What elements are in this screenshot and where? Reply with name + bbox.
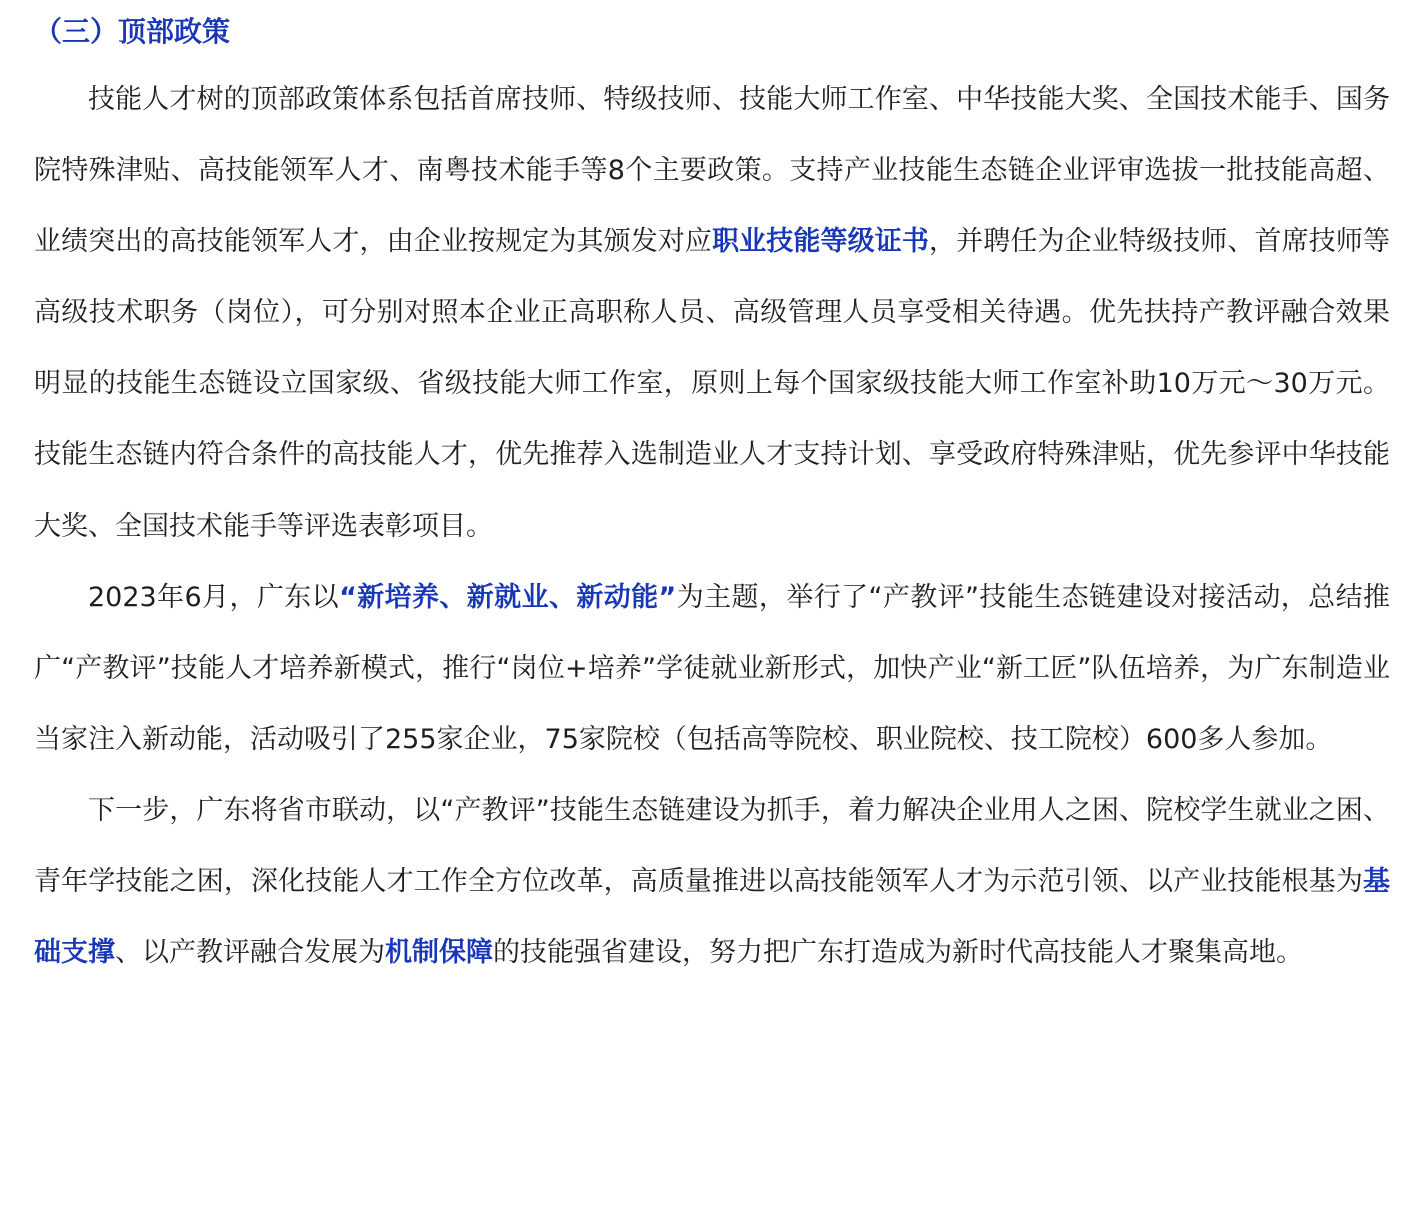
text-segment: 的技能强省建设，努力把广东打造成为新时代高技能人才聚集高地。 [493, 937, 1303, 969]
text-segment: ，并聘任为企业特级技师、首席技师等高级技术职务（岗位），可分别对照本企业正高职称人员、高级管理人员享受相关待遇。优先扶持产教评融合效果明显的技能生态链设立国家级、省级技能大师工作室，原则上每个国家级技能大师工作室补助10万元～30万元。技能生态链内符合条件的高技能人才，优先推荐入选制造业人才支持计划、享受政府特殊津贴，优先参评中华技能大奖、全国技术能手等评选表彰项目。 [34, 226, 1391, 542]
text-segment: 、以产教评融合发展为 [115, 937, 385, 969]
emphasis-basic-support: 基础支撑 [34, 866, 1390, 969]
paragraph-next-steps [34, 775, 1390, 988]
text-segment: 技能人才树的顶部政策体系包括首席技师、特级技师、技能大师工作室、中华技能大奖、全国技术能手、国务院特殊津贴、高技能领军人才、南粤技术能手等8个主要政策。支持产业技能生态链企业评审选拔一批技能高超、业绩突出的高技能领军人才，由企业按规定为其颁发对应 [34, 84, 1390, 258]
paragraph-2023-event [34, 562, 1390, 775]
emphasis-skill-certificate: 职业技能等级证书 [712, 226, 930, 258]
text-segment: 为主题，举行了“产教评”技能生态链建设对接活动，总结推广“产教评”技能人才培养新模式，推行“岗位+培养”学徒就业新形式，加快产业“新工匠”队伍培养，为广东制造业当家注入新动能，活动吸引了255家企业，75家院校（包括高等院校、职业院校、技工院校）600多人参加。 [34, 581, 1390, 755]
paragraph-top-policies [34, 64, 1390, 562]
emphasis-mechanism-guarantee: 机制保障 [385, 937, 493, 969]
section-heading: （三）顶部政策 [34, 15, 231, 48]
emphasis-event-theme: “新培养、新就业、新动能” [339, 581, 677, 613]
text-segment: 下一步，广东将省市联动，以“产教评”技能生态链建设为抓手，着力解决企业用人之困、院校学生就业之困、青年学技能之困，深化技能人才工作全方位改革，高质量推进以高技能领军人才为示范引领、以产业技能根基为 [34, 794, 1390, 898]
text-segment: 2023年6月，广东以 [88, 581, 340, 613]
